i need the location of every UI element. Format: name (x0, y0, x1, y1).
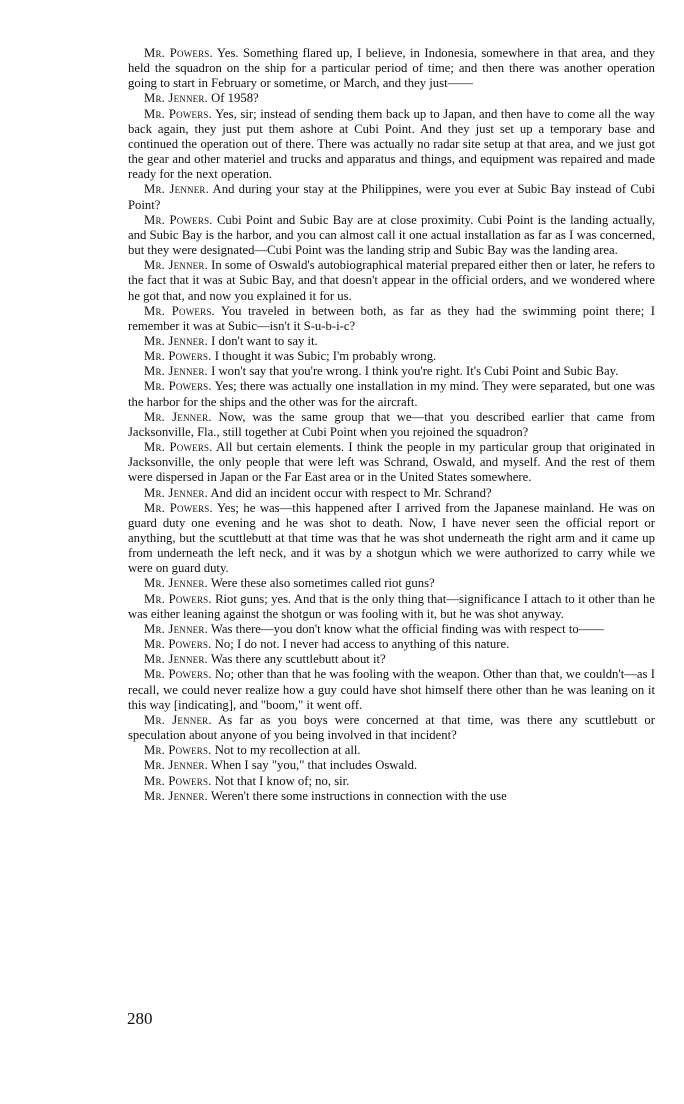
paragraph (128, 213, 655, 258)
paragraph (128, 46, 655, 91)
paragraph (128, 637, 655, 652)
speaker-name: Mr. Jenner. (144, 182, 210, 197)
speaker-name: Mr. Jenner. (144, 621, 208, 636)
paragraph-text: Yes; there was actually one installation in my mind. They were separated, but one was the harbor for the ships and the other was for the aircraft. (128, 379, 655, 409)
paragraph-text: Now, was the same group that we—that you described earlier that came from Jacksonville, Fla., still together at Cubi Point when you rejoined the squadron? (128, 409, 656, 439)
testimony-text (128, 46, 655, 804)
paragraph (128, 622, 655, 637)
speaker-name: Mr. Powers. (144, 303, 215, 318)
paragraph (128, 501, 655, 577)
paragraph-text: You traveled in between both, as far as they had the swimming point there; I remember it was at Subic—isn't it S-u-b-i-c? (128, 303, 655, 333)
paragraph (128, 91, 655, 106)
speaker-name: Mr. Jenner. (144, 409, 212, 424)
speaker-name: Mr. Powers. (144, 349, 212, 364)
paragraph (128, 304, 655, 334)
speaker-name: Mr. Powers. (144, 591, 212, 606)
paragraph-text: All but certain elements. I think the people in my particular group that originated in Jacksonville, the only people that were left was Schrand, Oswald, and myself. And the rest of them were dispersed in Japan or the Far East area or in the United States somewhere. (128, 440, 656, 485)
paragraph (128, 107, 655, 183)
paragraph-text: Yes, sir; instead of sending them back up to Japan, and then have to come all the way back again, they just put them ashore at Cubi Point. And they just set up a temporary base and continued the operation out of there. There was actually no radar site setup at that area, and we just got the gear and other materiel and trucks and apparatus and things, and equipment was repaired and made ready for the next operation. (128, 106, 655, 182)
paragraph (128, 576, 655, 591)
paragraph-text: As far as you boys were concerned at that time, was there any scuttlebutt or speculation about anyone of you being involved in that incident? (128, 712, 656, 743)
page-number: 280 (127, 1009, 153, 1028)
paragraph (128, 774, 655, 789)
speaker-name: Mr. Jenner. (144, 652, 208, 667)
paragraph-text: No; I do not. I never had access to anything of this nature. (211, 637, 510, 652)
paragraph-text: Were these also sometimes called riot guns? (207, 576, 435, 591)
paragraph (128, 789, 655, 804)
speaker-name: Mr. Powers. (144, 379, 212, 394)
paragraph (128, 667, 655, 712)
paragraph (128, 652, 655, 667)
paragraph (128, 258, 655, 303)
paragraph-text: I won't say that you're wrong. I think you're right. It's Cubi Point and Subic Bay. (207, 364, 619, 379)
paragraph-text: Weren't there some instructions in connection with the use (207, 788, 507, 803)
paragraph-text: And did an incident occur with respect to Mr. Schrand? (207, 485, 492, 500)
speaker-name: Mr. Powers. (144, 500, 213, 515)
speaker-name: Mr. Powers. (144, 106, 212, 121)
paragraph-text: And during your stay at the Philippines, were you ever at Subic Bay instead of Cubi Point? (128, 182, 655, 212)
speaker-name: Mr. Powers. (144, 773, 212, 788)
speaker-name: Mr. Powers. (144, 667, 212, 682)
paragraph-text: I thought it was Subic; I'm probably wrong. (211, 349, 437, 364)
paragraph (128, 349, 655, 364)
speaker-name: Mr. Powers. (144, 212, 213, 227)
paragraph (128, 379, 655, 409)
paragraph (128, 743, 655, 758)
speaker-name: Mr. Jenner. (144, 333, 208, 348)
paragraph-text: Yes; he was—this happened after I arrived from the Japanese mainland. He was on guard duty one evening and he was shot to death. Now, I have never seen the official report or anything, but the scuttlebutt at that time was that he was shot underneath the right arm and it came up from underneath the left neck, and it was by a shotgun which we were authorized to carry while we were on guard duty. (128, 500, 655, 576)
speaker-name: Mr. Powers. (144, 46, 213, 60)
paragraph-text: In some of Oswald's autobiographical material prepared either then or later, he refers to the fact that it was at Subic Bay, and that doesn't appear in the official orders, and we wondered where he got that, and now you explained it for us. (128, 258, 655, 303)
speaker-name: Mr. Powers. (144, 440, 213, 455)
paragraph (128, 592, 655, 622)
paragraph-text: Was there—you don't know what the official finding was with respect to—— (207, 621, 605, 636)
paragraph (128, 410, 655, 440)
paragraph-text: Yes. Something flared up, I believe, in Indonesia, somewhere in that area, and they held the squadron on the ship for a particular period of time; and then there was another operation going to start in February or sometime, or March, and they just—— (128, 46, 655, 91)
speaker-name: Mr. Jenner. (144, 788, 208, 803)
speaker-name: Mr. Jenner. (144, 576, 208, 591)
paragraph (128, 364, 655, 379)
speaker-name: Mr. Jenner. (144, 91, 208, 106)
speaker-name: Mr. Jenner. (144, 485, 208, 500)
speaker-name: Mr. Jenner. (144, 712, 212, 727)
paragraph-text: Of 1958? (207, 91, 259, 106)
speaker-name: Mr. Powers. (144, 637, 212, 652)
paragraph-text: Not to my recollection at all. (211, 743, 361, 758)
paragraph (128, 486, 655, 501)
speaker-name: Mr. Jenner. (144, 364, 208, 379)
paragraph (128, 334, 655, 349)
paragraph (128, 440, 655, 485)
paragraph (128, 713, 655, 743)
speaker-name: Mr. Jenner. (144, 758, 208, 773)
paragraph-text: I don't want to say it. (207, 333, 318, 348)
paragraph-text: No; other than that he was fooling with the weapon. Other than that, we couldn't—as I recall, we could never realize how a guy could have shot himself there other than he was leaning on it this way [indicating], and "boom," it went off. (128, 667, 655, 712)
paragraph-text: Cubi Point and Subic Bay are at close proximity. Cubi Point is the landing actually, and Subic Bay is the harbor, and you can almost call it one actual installation as far as I was concerned, but they were designated—Cubi Point was the landing strip and Subic Bay was the landing area. (128, 212, 655, 258)
speaker-name: Mr. Jenner. (144, 258, 208, 273)
paragraph (128, 758, 655, 773)
paragraph-text: Riot guns; yes. And that is the only thing that—significance I attach to it other than he was either leaning against the shotgun or was fooling with it, but he was shot anyway. (128, 591, 655, 621)
paragraph-text: When I say "you," that includes Oswald. (207, 758, 418, 773)
speaker-name: Mr. Powers. (144, 743, 212, 758)
paragraph (128, 182, 655, 212)
paragraph-text: Not that I know of; no, sir. (211, 773, 350, 788)
paragraph-text: Was there any scuttlebutt about it? (207, 652, 386, 667)
